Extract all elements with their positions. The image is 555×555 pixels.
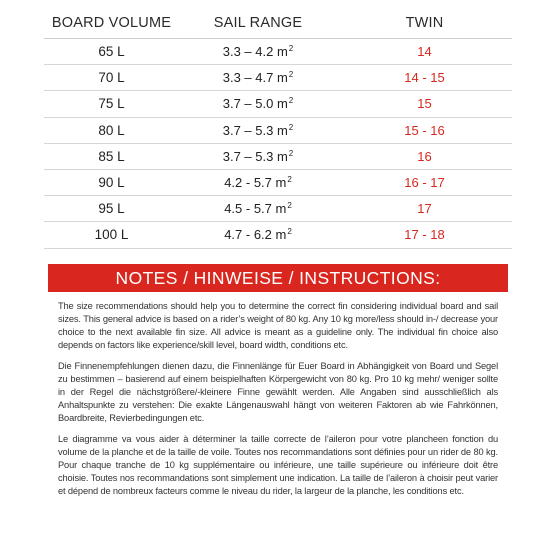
twin-fin-size-cell: 17	[417, 201, 432, 217]
sail-range-value: 3.3 – 4.7 m	[222, 70, 288, 86]
notes-paragraph-de: Die Finnenempfehlungen dienen dazu, die Finnenlänge für Euer Board in Abhängigkeit von Board und Segel zu bestimmen – basierend auf einem beispielhaften Körpergewicht von 80 kg. Pro 10 kg mehr/ weniger sollte in der Regel die nächstgrößere/-kleinere Finne gewählt werden. Alle Angaben sind ausschließlich als Anhaltspunkte zu verstehen: Die exakte Längenauswahl hängt von weiteren Faktoren ab wie Fahrkönnen, Boardbreite, Revierbedingungen etc.	[58, 361, 498, 423]
sail-range-cell	[179, 96, 337, 111]
sail-range-value: 3.3 – 4.2 m	[222, 44, 288, 60]
sail-range-cell	[179, 227, 337, 242]
twin-fin-size-cell: 15	[417, 96, 432, 112]
sail-range-cell	[179, 123, 337, 138]
sail-range-value: 4.7 - 6.2 m	[224, 227, 287, 243]
sail-range-value: 3.7 – 5.0 m	[222, 96, 288, 112]
table-row	[44, 222, 512, 248]
sail-range-value: 3.7 – 5.3 m	[222, 148, 288, 164]
table-header-row	[44, 8, 512, 39]
board-volume-cell: 100 L	[94, 227, 129, 243]
sail-range-cell	[179, 175, 337, 190]
board-volume-cell: 80 L	[98, 122, 125, 138]
sail-range-cell	[179, 70, 337, 85]
twin-fin-size-cell: 14 - 15	[404, 70, 445, 86]
table-row	[44, 39, 512, 65]
unit-superscript: 2	[287, 227, 292, 237]
board-volume-cell: 70 L	[98, 70, 125, 86]
sail-range-value: 3.7 – 5.3 m	[222, 122, 288, 138]
table-row	[44, 170, 512, 196]
twin-fin-size-cell: 15 - 16	[404, 122, 445, 138]
unit-superscript: 2	[288, 44, 294, 54]
fin-size-table	[44, 8, 512, 249]
sail-range-value: 4.5 - 5.7 m	[224, 201, 287, 217]
sail-range-cell	[179, 149, 337, 164]
board-volume-cell: 85 L	[98, 148, 125, 164]
sail-range-value: 4.2 - 5.7 m	[224, 175, 287, 191]
sail-range-cell	[179, 201, 337, 216]
header-board-volume: BOARD VOLUME	[51, 15, 172, 31]
table-body	[44, 39, 512, 249]
table-row	[44, 196, 512, 222]
table-row	[44, 118, 512, 144]
twin-fin-size-cell: 16	[417, 148, 432, 164]
twin-fin-size-cell: 17 - 18	[404, 227, 445, 243]
sail-range-cell	[179, 44, 337, 59]
board-volume-cell: 90 L	[98, 175, 125, 191]
twin-fin-size-cell: 14	[417, 44, 432, 60]
twin-fin-size-cell: 16 - 17	[404, 175, 445, 191]
unit-superscript: 2	[287, 175, 292, 185]
unit-superscript: 2	[287, 201, 292, 211]
header-twin: TWIN	[405, 15, 444, 31]
notes-section	[58, 300, 498, 506]
notes-paragraph-fr: Le diagramme va vous aider à déterminer la taille correcte de l’aileron pour votre plancheen fonction du volume de la planche et de la taille de voile. Toutes nos recommandations sont définies pour un rider de 80 kg. Pour chaque tranche de 10 kg supplémentaire ou inférieure, une taille supérieure ou inférieure doit être choisie. Toutes nos recommandations sont simplement une indication. La taille de l’aileron à choisir peut varier et dépend de nombreux facteurs comme le niveau du rider, la largeur de la planche, les conditions etc.	[58, 434, 498, 496]
unit-superscript: 2	[288, 96, 294, 106]
table-row	[44, 91, 512, 117]
board-volume-cell: 65 L	[98, 44, 125, 60]
notes-paragraph-en: The size recommendations should help you to determine the correct fin considering individual board and sail sizes. This general advice is based on a rider’s weight of 80 kg. Any 10 kg more/less should in-/ decrease your choice to the next available fin size. All advice is meant as a guideline only. The individual fin choice also depends on factors like experience/skill level, board width, conditions etc.	[58, 301, 498, 350]
table-row	[44, 65, 512, 91]
unit-superscript: 2	[288, 122, 294, 132]
board-volume-cell: 75 L	[98, 96, 125, 112]
board-volume-cell: 95 L	[98, 201, 125, 217]
table-row	[44, 144, 512, 170]
header-sail-range: SAIL RANGE	[213, 15, 303, 31]
notes-banner: NOTES / HINWEISE / INSTRUCTIONS:	[48, 264, 508, 292]
unit-superscript: 2	[288, 70, 294, 80]
unit-superscript: 2	[288, 148, 294, 158]
